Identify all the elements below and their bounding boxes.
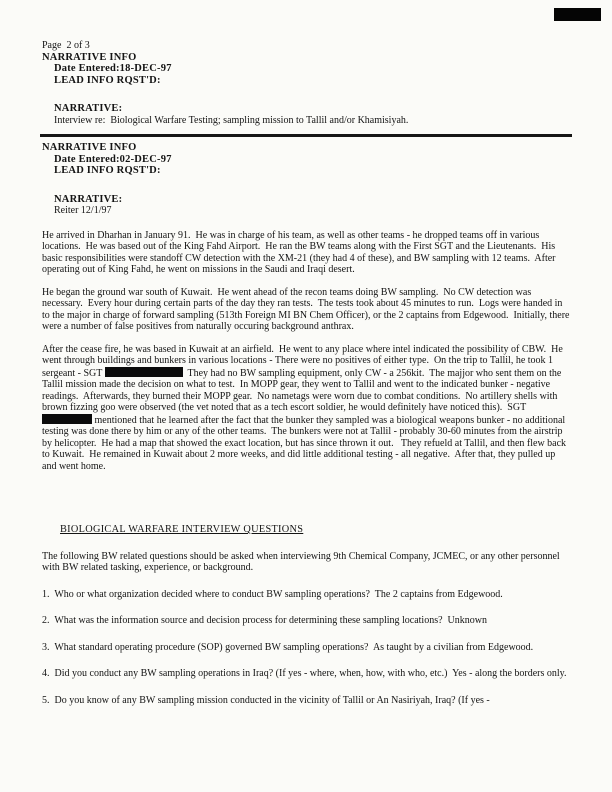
lead-info-rqstd-1: LEAD INFO RQST'D: <box>54 74 161 86</box>
redaction-box-sgt-name-1 <box>105 367 183 377</box>
paragraph-3-text-3: mentioned that he learned after the fact that the bunker they sampled was a biological weapons bunker - no additional testing was done there by him or any of the other teams. The bunkers were not at Tallil - probably 30-60 minutes from the airstrip by helicopter. He had a map that showed the exact location, but has since thrown it out. They refueld at Tallil, and then flew back to Kuwait. He remained in Kuwait about 2 more weeks, and did little additional testing - all negative. After that, they pulled up and went home. <box>42 414 569 472</box>
question-item-5: 5. Do you know of any BW sampling mission conducted in the vicinity of Tallil or An Nasiriyah, Iraq? (If yes - <box>42 694 490 706</box>
redaction-box-corner <box>554 8 601 21</box>
narrative-label-2: NARRATIVE: <box>54 193 123 205</box>
paragraph-3-text-1: After the cease fire, he was based in Kuwait at an airfield. He went to any place where intel indicated the possibility of CBW. He went through buildings and bunkers in various locations - There were no positives of either type. On the trip to Tallil, he took 1 sergeant - SGT <box>42 343 566 379</box>
lead-info-rqstd-2: LEAD INFO RQST'D: <box>54 165 161 176</box>
narrative-paragraph-2: He began the ground war south of Kuwait. He went ahead of the recon teams doing BW sampling. No CW detection was necessary. Every hour during certain parts of the day they ran tests. The tests took about 45 minutes to run. Logs were handed in to the major in charge of forward sampling (513th Foreign MI BN Chem Officer), or the 2 captains from Edgewood. Initially, there were a number of false positives from naturally occuring background anthrax. <box>42 286 572 332</box>
question-item-1: 1. Who or what organization decided where to conduct BW sampling operations? The 2 captains from Edgewood. <box>42 588 503 600</box>
narrative-info-section-1 <box>42 52 572 127</box>
paragraph-3-text-2: They had no BW sampling equipment, only CW - a 256kit. The majjor who sent them on the Tallil mission made the decision on what to test. In MOPP gear, they went to Tallil and went to the indicated bunker - negative readings. Afterwards, they burned their MOPP gear. No nametags were worn due to combat conditions. No artillery shells with brown fizzing goo were observed (the vet noted that as a tech escort soldier, he would definitely have noticed this). SGT <box>42 367 564 413</box>
date-entered-2: Date Entered:02-DEC-97 <box>54 153 172 165</box>
page-number: Page 2 of 3 <box>42 40 90 51</box>
question-item-2: 2. What was the information source and decision process for determining these sampling locations? Unknown <box>42 615 487 626</box>
section-divider <box>40 134 572 137</box>
narrative-paragraph-1: He arrived in Dharhan in January 91. He was in charge of his team, as well as other teams - he dropped teams off in various locations. He was based out of the King Fahd Airport. He ran the BW teams along with the First SGT and the Lieutenants. His basic responsibilities were standoff CW detection with the XM-21 (they had 4 of these), and BW sampling with 12 teams. After operating out of King Fahd, he went on missions in the Saudi and Iraqi desert. <box>42 229 559 275</box>
question-item-3: 3. What standard operating procedure (SOP) governed BW sampling operations? As taught by a civilian from Edgewood. <box>42 641 534 653</box>
bw-interview-questions-section <box>42 524 572 706</box>
date-entered-1: Date Entered:18-DEC-97 <box>54 63 172 74</box>
questions-intro: The following BW related questions should be asked when interviewing 9th Chemical Company, JCMEC, or any other personnel with BW related tasking, experience, or background. <box>42 550 563 573</box>
questions-heading: BIOLOGICAL WARFARE INTERVIEW QUESTIONS <box>60 524 304 535</box>
question-item-4: 4. Did you conduct any BW sampling operations in Iraq? (If yes - where, when, how, with who, etc.) Yes - along the borders only. <box>42 668 567 679</box>
narrative-info-heading-1: NARRATIVE INFO <box>42 51 137 63</box>
narrative-label-1: NARRATIVE: <box>54 103 123 114</box>
narrative-info-section-2 <box>42 142 572 472</box>
narrative-info-heading-2: NARRATIVE INFO <box>42 142 137 153</box>
redaction-box-sgt-name-2 <box>42 414 92 424</box>
narrative-summary: Interview re: Biological Warfare Testing; sampling mission to Tallil and/or Khamisiyah. <box>54 114 409 126</box>
narrative-paragraph-3 <box>42 344 572 473</box>
narrative-author: Reiter 12/1/97 <box>54 205 112 216</box>
